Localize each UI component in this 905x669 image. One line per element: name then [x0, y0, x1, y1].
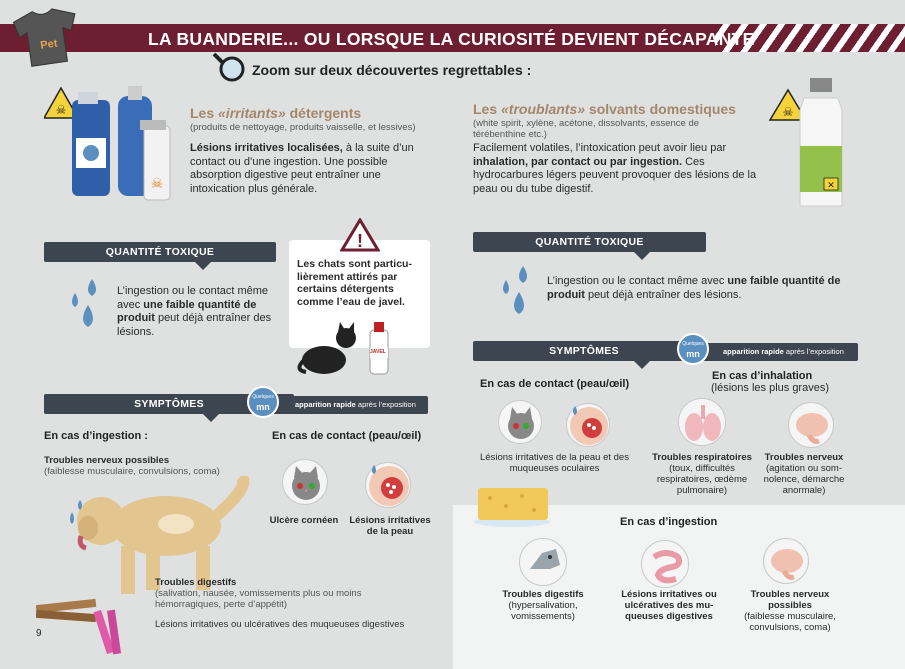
lungs-icon	[678, 398, 726, 446]
detergents-description: Lésions irritatives localisées, à la suite d’un contact ou d’une ingestion. Une possible absorption digestive peut entraîner une intoxication plus générale.	[190, 142, 414, 195]
inhalation-title: En cas d’inhalation	[712, 370, 813, 382]
right-contact-desc: Lésions irritatives de la peau et des muqueuses oculaires	[480, 452, 629, 474]
muq-label: Lésions irritatives ou ulcératives des mu-queuses digestives	[621, 589, 717, 622]
page-title: LA BUANDERIE... OU LORSQUE LA CURIOSITÉ DEVIENT DÉCAPANTE	[148, 29, 755, 49]
resp-label: Troubles respiratoires (toux, difficultés respiratoires, œdème pulmonaire)	[652, 452, 752, 496]
left-contact-title: En cas de contact (peau/œil)	[272, 430, 422, 442]
dog-head-icon	[519, 538, 567, 586]
brain-icon	[788, 402, 834, 448]
left-rapid-badge: apparition rapide après l’exposition	[262, 396, 428, 414]
nerv-label: Troubles nerveux (agitation ou som-nolence, démarche anormale)	[763, 452, 845, 496]
right-symptoms-pill: SYMPTÔMES	[473, 341, 695, 361]
intestine-icon	[641, 540, 689, 588]
svg-text:Pet: Pet	[39, 37, 59, 52]
right-quantity-text: L’ingestion ou le contact même avec une faible quantité de produit peut déjà entraîner des lésions.	[547, 275, 841, 301]
zoom-title: Zoom sur deux découvertes regrettables :	[252, 62, 532, 78]
sponge-icon	[472, 484, 552, 533]
brain2-icon	[763, 538, 809, 584]
detergent-bottles-icon	[44, 86, 184, 211]
left-quantity-pill: QUANTITÉ TOXIQUE	[44, 242, 276, 262]
ulcere-label: Ulcère cornéen	[269, 515, 339, 526]
right-drops-icon	[497, 264, 535, 325]
dig-label: Troubles digestifs (hypersalivation, vomissements)	[502, 589, 584, 622]
svg-text:☠: ☠	[782, 105, 794, 119]
cat-eye-icon	[282, 459, 328, 505]
clothespins-icon	[36, 590, 136, 665]
lesions-peau-label: Lésions irritatives de la peau	[349, 515, 431, 537]
digestifs-desc: (salivation, nausée, vomissements plus ou moins hémorragiques, perte d’appétit)	[155, 588, 362, 610]
magnifier-icon	[208, 50, 248, 89]
nerveux-desc: (faiblesse musculaire, convulsions, coma)	[44, 466, 220, 477]
nerv2-label: Troubles nerveux possibles (faiblesse musculaire, convulsions, coma)	[744, 589, 836, 633]
svg-text:☠: ☠	[150, 175, 164, 191]
right-skin-lesion-icon	[566, 403, 610, 447]
left-ingestion-title: En cas d’ingestion :	[44, 430, 148, 442]
left-quantity-text: L’ingestion ou le contact même avec une faible quantité de produit peut déjà entraîner des lésions.	[117, 285, 272, 338]
warning-triangle-icon	[340, 218, 380, 257]
inhalation-sub: (lésions les plus graves)	[711, 382, 829, 394]
detergents-subtitle: (produits de nettoyage, produits vaisselle, et lessives)	[190, 122, 416, 133]
solvents-subtitle: (white spirit, xylène, acétone, dissolvants, essence de térébenthine etc.)	[473, 118, 700, 140]
cat-note-text: Les chats sont particu-lièrement attirés par certains détergents comme l’eau de javel.	[297, 258, 412, 308]
nerveux-title: Troubles nerveux possibles	[44, 455, 170, 466]
left-symptoms-pill: SYMPTÔMES	[44, 394, 294, 414]
detergents-heading: Les «irritants» détergents	[190, 105, 362, 121]
right-quantity-pill: QUANTITÉ TOXIQUE	[473, 232, 706, 252]
svg-text:✕: ✕	[827, 180, 835, 190]
right-ingestion-title: En cas d’ingestion	[620, 516, 718, 528]
right-clock-icon: Quelques mn	[677, 333, 709, 365]
solvents-description: Facilement volatiles, l’intoxication peut avoir lieu par inhalation, par contact ou par ingestion. Ces hydrocarbures légers peuvent provoquer des lésions de la peau ou du tube digestif.	[473, 142, 757, 195]
page-number: 9	[36, 628, 42, 639]
muqueuses-desc: Lésions irritatives ou ulcératives des muqueuses digestives	[155, 619, 405, 630]
right-cat-eye-icon	[498, 400, 542, 444]
javel-label: JAVEL	[370, 349, 386, 355]
solvents-heading: Les «troublants» solvants domestiques	[473, 101, 736, 117]
right-contact-title: En cas de contact (peau/œil)	[480, 378, 630, 390]
left-clock-icon: Quelques mn	[247, 386, 279, 418]
tshirt-logo-icon	[6, 8, 116, 73]
solvent-bottle-icon	[768, 76, 858, 216]
svg-text:!: !	[357, 231, 363, 251]
right-rapid-badge: apparition rapide après l’exposition	[690, 343, 858, 361]
digestifs-title: Troubles digestifs	[155, 577, 237, 588]
drops-icon	[66, 277, 104, 338]
skin-lesion-icon	[365, 462, 411, 508]
svg-text:☠: ☠	[55, 103, 67, 117]
